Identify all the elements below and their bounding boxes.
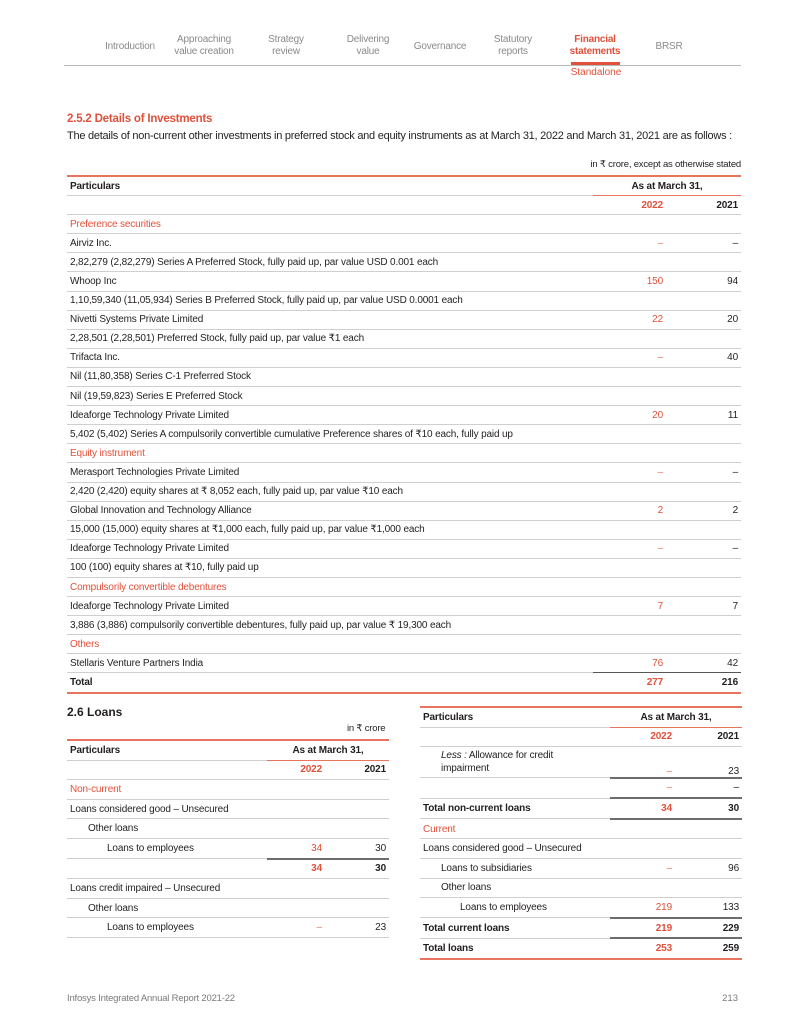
row-label (67, 859, 267, 879)
nav-label: reports (498, 46, 528, 57)
table-row (67, 597, 741, 616)
value-2021: – (672, 778, 742, 799)
row-label: Other loans (67, 819, 267, 839)
nav-brsr[interactable] (649, 41, 689, 53)
holding-description: 1,10,59,340 (11,05,934) Series B Preferred Stock, fully paid up, par value USD 0.0001 each (67, 291, 741, 310)
company-name: Nivetti Systems Private Limited (67, 310, 593, 329)
value-2022: 76 (593, 654, 663, 673)
description-row (67, 520, 741, 539)
value-2021: 96 (672, 859, 742, 879)
value-2021: 23 (322, 918, 389, 938)
row-label (420, 747, 610, 778)
value-2022: – (593, 463, 663, 482)
less-prefix: Less : (441, 750, 467, 762)
investments-description: The details of non-current other investments in preferred stock and equity instruments as at March 31, 2022 and March 31, 2021 are as follows : (67, 130, 732, 142)
holding-description: Nil (11,80,358) Series C-1 Preferred Stock (67, 367, 741, 386)
holding-description: 2,28,501 (2,28,501) Preferred Stock, fully paid up, par value ₹1 each (67, 329, 741, 348)
value-2021: – (663, 463, 741, 482)
holding-description: Nil (19,59,823) Series E Preferred Stock (67, 387, 741, 406)
value-2021: 42 (663, 654, 741, 673)
category-row (67, 780, 389, 800)
table-row (67, 310, 741, 329)
value-2021: – (663, 234, 741, 253)
value-2021 (672, 878, 742, 898)
table-row (420, 859, 742, 879)
value-2022: 2 (593, 501, 663, 520)
table-row (67, 654, 741, 673)
nav-label: Delivering (346, 34, 390, 45)
value-2021: 133 (672, 898, 742, 918)
description-row (67, 558, 741, 577)
value-2021: 30 (672, 798, 742, 819)
category-row (67, 444, 741, 463)
value-2021: 94 (663, 272, 741, 291)
table-row (67, 463, 741, 482)
nav-approaching-value-creation[interactable] (168, 34, 240, 58)
table-row (420, 839, 742, 859)
value-2022 (610, 878, 672, 898)
header-as-at: As at March 31, (267, 740, 389, 760)
description-row (67, 329, 741, 348)
loans-unit-note: in ₹ crore (347, 723, 386, 734)
value-2022: 22 (593, 310, 663, 329)
category-label: Preference securities (67, 215, 741, 234)
header-spacer (67, 196, 593, 215)
value-2021: 40 (663, 348, 741, 367)
table-row (420, 898, 742, 918)
header-as-at: As at March 31, (593, 176, 741, 196)
nav-delivering-value[interactable] (340, 34, 396, 58)
category-label: Non-current (67, 780, 389, 800)
table-row (67, 819, 389, 839)
value-2022: 253 (610, 938, 672, 959)
header-particulars: Particulars (67, 176, 593, 196)
table-row (67, 348, 741, 367)
holding-description: 2,420 (2,420) equity shares at ₹ 8,052 each, fully paid up, par value ₹10 each (67, 482, 741, 501)
table-row (67, 898, 389, 918)
total-row (420, 918, 742, 939)
table-header-years (67, 760, 389, 780)
value-2022 (610, 839, 672, 859)
value-2021: 30 (322, 838, 389, 858)
value-2022: 34 (267, 838, 322, 858)
company-name: Ideaforge Technology Private Limited (67, 406, 593, 425)
value-2022: 219 (610, 918, 672, 939)
value-2022: – (610, 859, 672, 879)
table-row (420, 878, 742, 898)
investments-title: 2.5.2 Details of Investments (67, 113, 213, 125)
value-2021 (322, 879, 389, 899)
header-year-2021: 2021 (663, 196, 741, 215)
row-label: Other loans (67, 898, 267, 918)
category-label: Current (420, 819, 742, 839)
value-2022 (267, 799, 322, 819)
subtotal-row (67, 859, 389, 879)
holding-description: 3,886 (3,886) compulsorily convertible debentures, fully paid up, par value ₹ 19,300 each (67, 616, 741, 635)
holding-description: 100 (100) equity shares at ₹10, fully paid up (67, 558, 741, 577)
header-particulars: Particulars (67, 740, 267, 760)
footer-report-name: Infosys Integrated Annual Report 2021-22 (67, 993, 235, 1004)
nav-sub-standalone[interactable]: Standalone (570, 67, 622, 78)
nav-statutory-reports[interactable] (487, 34, 539, 58)
header-year-2021: 2021 (672, 727, 742, 747)
total-label: Total loans (420, 938, 610, 959)
table-row (67, 406, 741, 425)
table-header-row (67, 176, 741, 196)
table-row (67, 501, 741, 520)
company-name: Ideaforge Technology Private Limited (67, 597, 593, 616)
loans-table-right (420, 706, 742, 960)
nav-label: statements (569, 46, 621, 57)
nav-label: value creation (174, 46, 234, 57)
header-spacer (67, 760, 267, 780)
description-row (67, 387, 741, 406)
value-2022: – (593, 234, 663, 253)
value-2022: 219 (610, 898, 672, 918)
nav-financial-statements[interactable] (567, 34, 623, 58)
label-text: Allowance for credit (466, 750, 554, 762)
value-2022 (267, 879, 322, 899)
company-name: Stellaris Venture Partners India (67, 654, 593, 673)
header-year-2022: 2022 (267, 760, 322, 780)
nav-label: Statutory (493, 34, 533, 45)
label-text: impairment (441, 763, 489, 775)
value-2021 (322, 799, 389, 819)
company-name: Whoop Inc (67, 272, 593, 291)
holding-description: 15,000 (15,000) equity shares at ₹1,000 each, fully paid up, par value ₹1,000 each (67, 520, 741, 539)
value-2021: 2 (663, 501, 741, 520)
category-row (67, 215, 741, 234)
category-row (67, 577, 741, 596)
total-row (420, 798, 742, 819)
value-2022: – (610, 747, 672, 778)
total-label: Total current loans (420, 918, 610, 939)
description-row (67, 253, 741, 272)
header-spacer (420, 727, 610, 747)
table-header-row (420, 707, 742, 727)
holding-description: 2,82,279 (2,82,279) Series A Preferred Stock, fully paid up, par value USD 0.001 each (67, 253, 741, 272)
nav-governance[interactable] (409, 41, 471, 53)
value-2021: – (663, 539, 741, 558)
investments-unit-note: in ₹ crore, except as otherwise stated (590, 159, 741, 170)
value-2022 (267, 819, 322, 839)
table-header-years (67, 196, 741, 215)
description-row (67, 482, 741, 501)
value-2021: 23 (672, 747, 742, 778)
value-2021 (672, 839, 742, 859)
nav-label: value (356, 46, 380, 57)
value-2022: 7 (593, 597, 663, 616)
row-label: Other loans (420, 878, 610, 898)
nav-label: BRSR (655, 41, 683, 52)
description-row (67, 425, 741, 444)
loans-title: 2.6 Loans (67, 705, 123, 719)
value-2021 (322, 819, 389, 839)
investments-table (67, 175, 741, 694)
company-name: Airviz Inc. (67, 234, 593, 253)
category-label: Compulsorily convertible debentures (67, 577, 741, 596)
nav-label: Approaching (177, 34, 231, 45)
section-nav (64, 34, 741, 78)
company-name: Merasport Technologies Private Limited (67, 463, 593, 482)
row-label (420, 778, 610, 799)
row-label: Loans to subsidiaries (420, 859, 610, 879)
value-2022: 20 (593, 406, 663, 425)
value-2021 (322, 898, 389, 918)
header-year-2022: 2022 (610, 727, 672, 747)
nav-label: Strategy (268, 34, 304, 45)
value-2022: 277 (593, 673, 663, 693)
nav-introduction[interactable] (100, 41, 160, 53)
value-2021: 7 (663, 597, 741, 616)
category-row (67, 635, 741, 654)
value-2022: – (593, 539, 663, 558)
table-row (67, 272, 741, 291)
description-row (67, 616, 741, 635)
value-2022: – (267, 918, 322, 938)
table-row (67, 539, 741, 558)
value-2021: 30 (322, 859, 389, 879)
header-year-2021: 2021 (322, 760, 389, 780)
table-row (67, 879, 389, 899)
category-label: Others (67, 635, 741, 654)
total-label: Total non-current loans (420, 798, 610, 819)
description-row (67, 367, 741, 386)
category-row (420, 819, 742, 839)
value-2021: 11 (663, 406, 741, 425)
header-particulars: Particulars (420, 707, 610, 727)
value-2022: 150 (593, 272, 663, 291)
subtotal-row (420, 778, 742, 799)
row-label: Loans considered good – Unsecured (67, 799, 267, 819)
row-label: Loans to employees (67, 918, 267, 938)
total-row (67, 673, 741, 693)
value-2022: – (593, 348, 663, 367)
nav-label: review (272, 46, 300, 57)
value-2021: 229 (672, 918, 742, 939)
holding-description: 5,402 (5,402) Series A compulsorily convertible cumulative Preference shares of ₹10 each, fully paid up (67, 425, 741, 444)
table-header-row (67, 740, 389, 760)
nav-strategy-review[interactable] (260, 34, 312, 58)
header-as-at: As at March 31, (610, 707, 742, 727)
value-2022: 34 (610, 798, 672, 819)
value-2022: – (610, 778, 672, 799)
page-number: 213 (722, 993, 738, 1004)
table-row (420, 747, 742, 778)
header-year-2022: 2022 (593, 196, 663, 215)
nav-label: Financial (574, 34, 616, 45)
table-row (67, 918, 389, 938)
value-2022: 34 (267, 859, 322, 879)
value-2021: 216 (663, 673, 741, 693)
value-2021: 259 (672, 938, 742, 959)
row-label: Loans considered good – Unsecured (420, 839, 610, 859)
loans-table-left (67, 739, 389, 938)
table-header-years (420, 727, 742, 747)
company-name: Trifacta Inc. (67, 348, 593, 367)
description-row (67, 291, 741, 310)
row-label: Loans to employees (420, 898, 610, 918)
company-name: Global Innovation and Technology Alliance (67, 501, 593, 520)
value-2022 (267, 898, 322, 918)
table-row (67, 799, 389, 819)
table-row (67, 838, 389, 858)
company-name: Ideaforge Technology Private Limited (67, 539, 593, 558)
nav-label: Introduction (105, 41, 155, 52)
nav-label: Governance (413, 41, 467, 52)
value-2021: 20 (663, 310, 741, 329)
category-label: Equity instrument (67, 444, 741, 463)
row-label: Loans to employees (67, 838, 267, 858)
total-row (420, 938, 742, 959)
table-row (67, 234, 741, 253)
active-tab-indicator (571, 62, 620, 65)
row-label: Loans credit impaired – Unsecured (67, 879, 267, 899)
total-label: Total (67, 673, 593, 693)
